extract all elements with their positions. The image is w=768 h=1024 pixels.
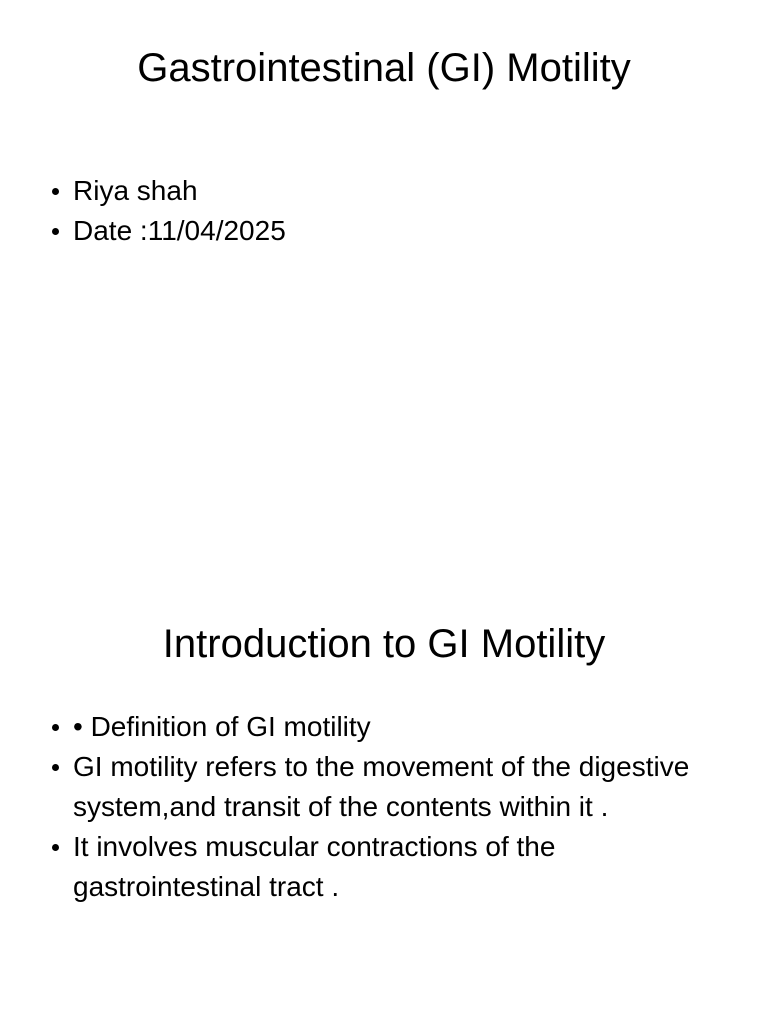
bullet-list [48,171,708,251]
bullet-dot-icon [52,228,59,235]
bullet-dot-icon [52,188,59,195]
bullet-item [48,827,708,907]
bullet-item [48,747,708,827]
bullet-dot-icon [52,724,59,731]
bullet-text: Riya shah [73,175,198,206]
bullet-item-author [48,171,708,211]
bullet-item-date [48,211,708,251]
bullet-text: • Definition of GI motility [73,711,371,742]
bullet-dot-icon [52,764,59,771]
slide-title: Gastrointestinal (GI) Motility [137,46,631,90]
slide-introduction [0,576,768,1024]
slide-title: Introduction to GI Motility [162,622,606,666]
bullet-item [48,707,708,747]
bullet-list [48,707,708,907]
bullet-text: Date :11/04/2025 [73,215,286,246]
bullet-dot-icon [52,844,59,851]
bullet-text: GI motility refers to the movement of the digestive system,and transit of the contents within it . [73,751,690,822]
bullet-text: It involves muscular contractions of the gastrointestinal tract . [73,831,556,902]
